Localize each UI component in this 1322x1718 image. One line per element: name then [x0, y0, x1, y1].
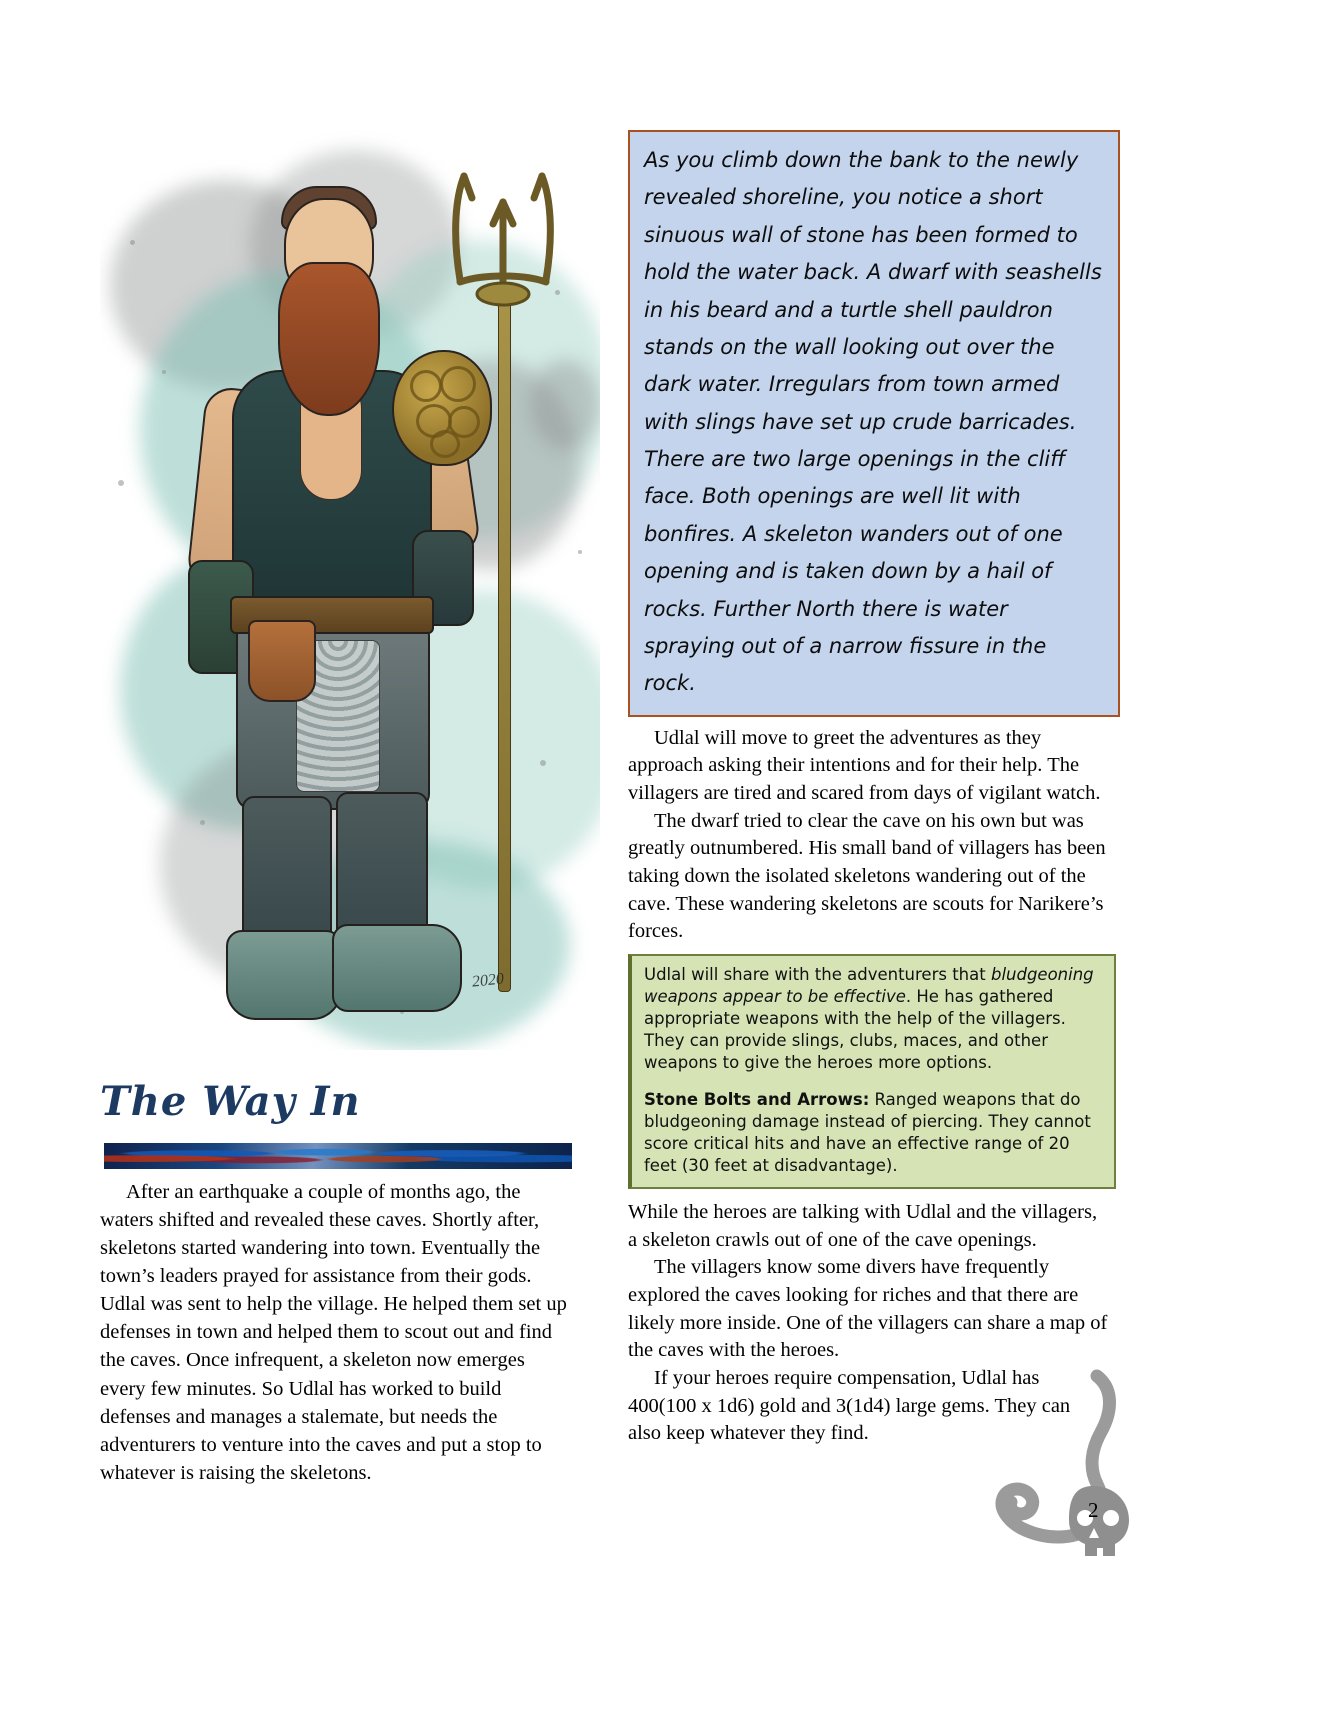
paint-speck: [118, 480, 124, 486]
page-title: The Way In: [100, 1078, 361, 1125]
turtle-shell-pauldron: [392, 350, 492, 466]
paragraph: While the heroes are talking with Udlal and the villagers, a skeleton crawls out of one of the cave openings.: [628, 1200, 1098, 1251]
paint-speck: [578, 550, 582, 554]
paragraph: The dwarf tried to clear the cave on his own but was greatly outnumbered. His small band of villagers has been taking down the isolated skeletons wandering out of the cave. These wandering skeletons are scouts for Narikere’s forces.: [628, 809, 1106, 943]
paragraph: After an earthquake a couple of months ago, the waters shifted and revealed these caves. Shortly after, skeletons started wandering into town. Eventually the town’s leaders prayed for assistance from their gods. Udlal was sent to help the village. He helped them set up defenses in town and helped them to scout out and find the caves. Once infrequent, a skeleton now emerges every few minutes. So Udlal has worked to build defenses and manages a stalemate, but needs the adventurers to venture into the caves and put a stop to whatever is raising the skeletons.: [100, 1181, 567, 1484]
right-column: [628, 130, 1120, 1448]
page-number: 2: [1088, 1498, 1099, 1522]
trident-shaft: [498, 290, 511, 992]
read-aloud-box: [628, 130, 1120, 717]
sidebar-paragraph-weapons: [644, 964, 1102, 1075]
character-illustration: [100, 120, 600, 1050]
paint-speck: [130, 240, 135, 245]
paint-speck: [540, 760, 546, 766]
skull-and-tail-decoration: [985, 1368, 1185, 1568]
paragraph: If your heroes require compensation, Udlal has 400(100 x 1d6) gold and 3(1d4) large gems. They can also keep whatever they find.: [628, 1367, 1071, 1445]
skull-icon: [1069, 1486, 1129, 1556]
trident-head-icon: [438, 162, 568, 312]
rules-sidebar-box: [628, 954, 1116, 1189]
figure-beard-with-seashells: [278, 262, 380, 416]
sidebar-lead-text: Udlal will share with the adventurers that: [644, 965, 991, 984]
paint-speck: [162, 370, 166, 374]
figure-left-leg: [242, 796, 332, 950]
sidebar-rest-text: . He has gathered appropriate weapons with the help of the villagers. They can provide slings, clubs, maces, and other weapons to give the heroes more options.: [644, 987, 1066, 1073]
decorative-image-strip: [104, 1143, 572, 1169]
right-column-body-top: [628, 725, 1108, 946]
artist-signature: 2020: [471, 970, 505, 991]
left-column-body: [100, 1178, 572, 1487]
left-column: [100, 120, 600, 1050]
paragraph: The villagers know some divers have frequently explored the caves looking for riches and that there are likely more inside. One of the villagers can share a map of the caves with the heroes.: [628, 1256, 1108, 1362]
read-aloud-text: As you climb down the bank to the newly revealed shoreline, you notice a short sinuous wall of stone has been formed to hold the water back. A dwarf with seashells in his beard and a turtle shell pauldron stands on the wall looking out over the dark water. Irregulars from town armed with slings have set up crude barricades. There are two large openings in the cliff face. Both openings are well lit with bonfires. A skeleton wanders out of one opening and is taken down by a hail of rocks. Further North there is water spraying out of a narrow fissure in the rock.: [644, 148, 1102, 696]
sidebar-item-text: Ranged weapons that do bludgeoning damage instead of piercing. They cannot score critical hits and have an effective range of 20 feet (30 feet at disadvantage).: [644, 1089, 1091, 1175]
paint-speck: [200, 820, 205, 825]
figure-left-boot: [226, 930, 342, 1020]
figure-right-boot: [332, 924, 462, 1012]
figure-belt-pouch: [248, 620, 316, 702]
sidebar-emphasis-text: bludgeoning weapons appear to be effective: [644, 965, 1094, 1007]
sidebar-item-label: Stone Bolts and Arrows:: [644, 1089, 870, 1109]
paragraph: Udlal will move to greet the adventures as they approach asking their intentions and for their help. The villagers are tired and scared from days of vigilant watch.: [628, 726, 1101, 804]
sidebar-paragraph-stone-bolts: [644, 1089, 1102, 1177]
wash-blob: [530, 360, 600, 450]
